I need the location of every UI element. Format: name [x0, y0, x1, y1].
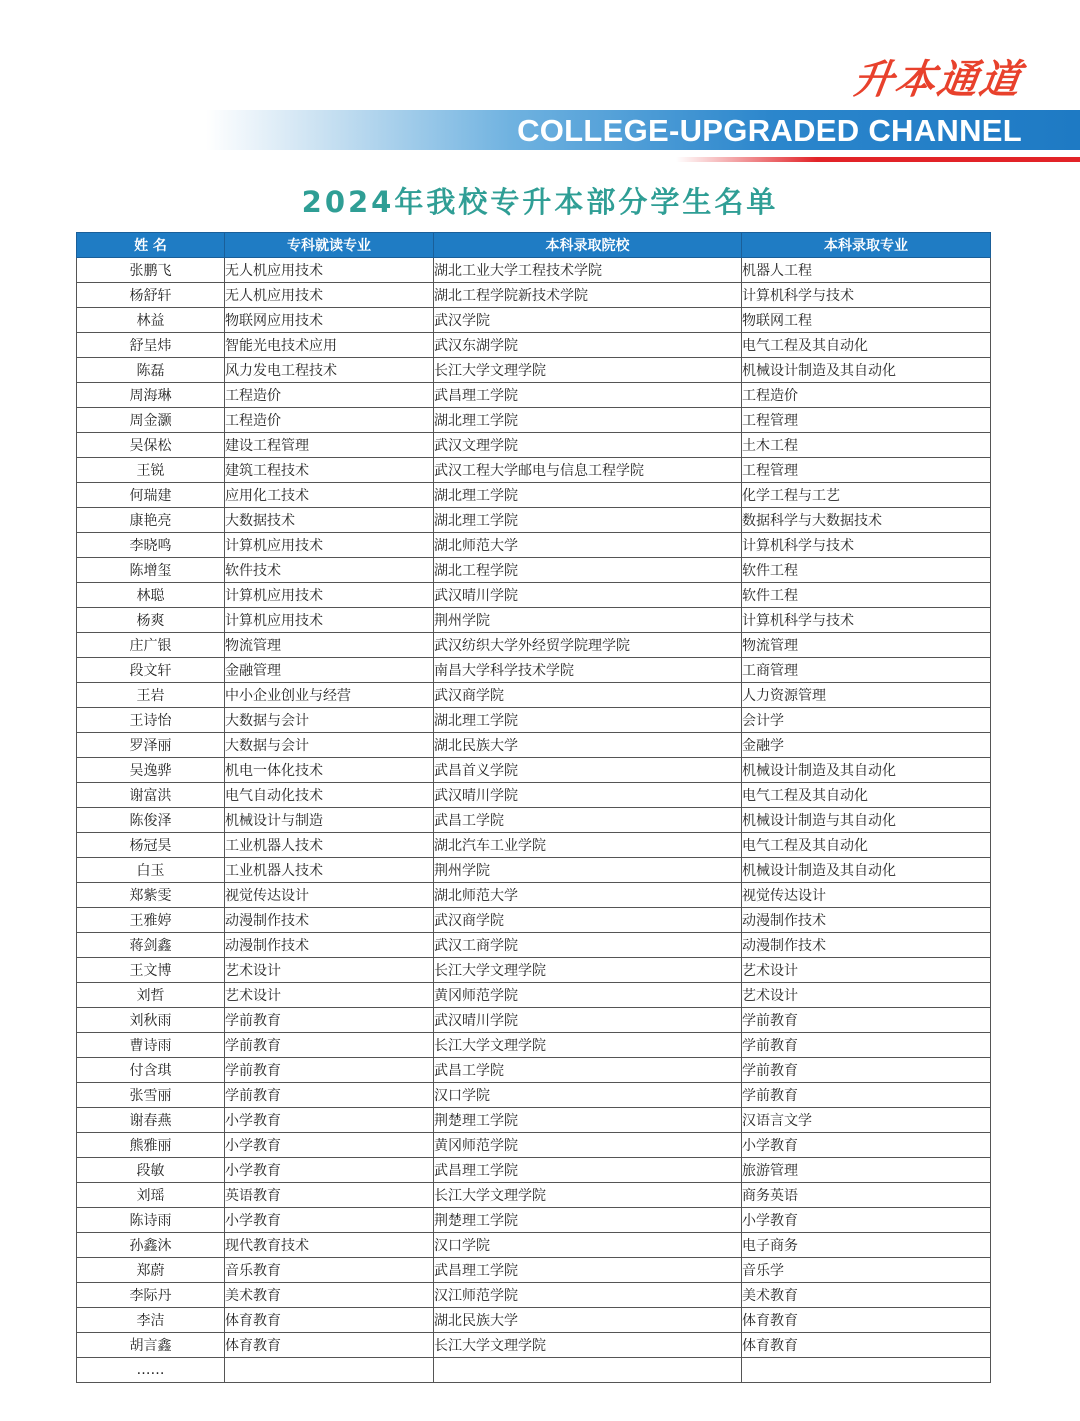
cell-student-name: 李洁 [77, 1308, 225, 1333]
table-row [77, 308, 991, 333]
cell-student-name: 谢春燕 [77, 1108, 225, 1133]
column-header-admitted-major: 本科录取专业 [742, 233, 991, 258]
table-row [77, 1133, 991, 1158]
cell-college-major: 金融管理 [225, 658, 434, 683]
cell-college-major: 现代教育技术 [225, 1233, 434, 1258]
table-row [77, 408, 991, 433]
cell-college-major: 大数据技术 [225, 508, 434, 533]
cell-admitted-major: 学前教育 [742, 1058, 991, 1083]
cell-admitted-school: 湖北民族大学 [434, 733, 742, 758]
table-row [77, 808, 991, 833]
cell-student-name: 段文轩 [77, 658, 225, 683]
cell-admitted-major: 工程管理 [742, 408, 991, 433]
cell-student-name: 刘哲 [77, 983, 225, 1008]
cell-admitted-school: 武昌理工学院 [434, 383, 742, 408]
cell-admitted-school: 黄冈师范学院 [434, 1133, 742, 1158]
cell-college-major: 计算机应用技术 [225, 533, 434, 558]
cell-college-major: 动漫制作技术 [225, 933, 434, 958]
cell-admitted-school: 荆楚理工学院 [434, 1108, 742, 1133]
table-row [77, 1283, 991, 1308]
cell-admitted-school: 长江大学文理学院 [434, 958, 742, 983]
cell-admitted-school: 荆楚理工学院 [434, 1208, 742, 1233]
cell-admitted-major: 学前教育 [742, 1083, 991, 1108]
empty-cell [434, 1358, 742, 1383]
cell-admitted-major: 软件工程 [742, 558, 991, 583]
table-row [77, 1058, 991, 1083]
table-row [77, 383, 991, 408]
cell-admitted-major: 视觉传达设计 [742, 883, 991, 908]
cell-student-name: 罗泽丽 [77, 733, 225, 758]
cell-college-major: 中小企业创业与经营 [225, 683, 434, 708]
cell-admitted-school: 武昌理工学院 [434, 1258, 742, 1283]
cell-admitted-school: 黄冈师范学院 [434, 983, 742, 1008]
cell-admitted-school: 湖北理工学院 [434, 483, 742, 508]
banner-title: COLLEGE-UPGRADED CHANNEL [517, 113, 1022, 148]
cell-college-major: 小学教育 [225, 1108, 434, 1133]
cell-student-name: 王雅婷 [77, 908, 225, 933]
table-row [77, 908, 991, 933]
cell-college-major: 机械设计与制造 [225, 808, 434, 833]
cell-college-major: 学前教育 [225, 1083, 434, 1108]
cell-admitted-major: 动漫制作技术 [742, 908, 991, 933]
table-row [77, 1258, 991, 1283]
cell-admitted-school: 武汉学院 [434, 308, 742, 333]
cell-admitted-major: 工商管理 [742, 658, 991, 683]
cell-admitted-school: 武昌首义学院 [434, 758, 742, 783]
cell-college-major: 无人机应用技术 [225, 283, 434, 308]
cell-college-major: 小学教育 [225, 1133, 434, 1158]
cell-admitted-school: 荆州学院 [434, 608, 742, 633]
cell-admitted-school: 湖北工程学院新技术学院 [434, 283, 742, 308]
cell-college-major: 物流管理 [225, 633, 434, 658]
cell-student-name: 胡言鑫 [77, 1333, 225, 1358]
cell-admitted-school: 武汉晴川学院 [434, 1008, 742, 1033]
table-body [77, 258, 991, 1383]
cell-admitted-major: 工程造价 [742, 383, 991, 408]
cell-admitted-school: 湖北师范大学 [434, 533, 742, 558]
table-row [77, 958, 991, 983]
cell-admitted-major: 电气工程及其自动化 [742, 783, 991, 808]
cell-admitted-school: 长江大学文理学院 [434, 1033, 742, 1058]
cell-admitted-school: 武汉商学院 [434, 908, 742, 933]
cell-admitted-major: 艺术设计 [742, 958, 991, 983]
cell-college-major: 工程造价 [225, 383, 434, 408]
cell-admitted-major: 工程管理 [742, 458, 991, 483]
cell-admitted-school: 湖北师范大学 [434, 883, 742, 908]
cell-admitted-school: 湖北汽车工业学院 [434, 833, 742, 858]
cell-admitted-major: 物流管理 [742, 633, 991, 658]
table-row [77, 683, 991, 708]
table-row [77, 583, 991, 608]
cell-admitted-school: 武昌理工学院 [434, 1158, 742, 1183]
cell-student-name: 周海琳 [77, 383, 225, 408]
page-title: 2024年我校专升本部分学生名单 [301, 185, 779, 219]
cell-student-name: 陈诗雨 [77, 1208, 225, 1233]
table-row [77, 858, 991, 883]
cell-admitted-major: 会计学 [742, 708, 991, 733]
table-row [77, 458, 991, 483]
table-row [77, 933, 991, 958]
cell-admitted-major: 软件工程 [742, 583, 991, 608]
table-row [77, 533, 991, 558]
cell-college-major: 大数据与会计 [225, 708, 434, 733]
cell-college-major: 应用化工技术 [225, 483, 434, 508]
cell-admitted-school: 武汉晴川学院 [434, 783, 742, 808]
empty-cell [225, 1358, 434, 1383]
column-header-name: 姓 名 [77, 233, 225, 258]
cell-student-name: 杨冠昊 [77, 833, 225, 858]
cell-student-name: 何瑞建 [77, 483, 225, 508]
cell-college-major: 计算机应用技术 [225, 583, 434, 608]
table-row [77, 1183, 991, 1208]
table-row [77, 633, 991, 658]
cell-college-major: 工业机器人技术 [225, 858, 434, 883]
cell-admitted-major: 美术教育 [742, 1283, 991, 1308]
cell-student-name: 杨舒轩 [77, 283, 225, 308]
cell-student-name: 陈增玺 [77, 558, 225, 583]
table-row [77, 1033, 991, 1058]
empty-cell [742, 1358, 991, 1383]
table-row [77, 983, 991, 1008]
cell-college-major: 学前教育 [225, 1033, 434, 1058]
cell-student-name: 林益 [77, 308, 225, 333]
cell-student-name: 段敏 [77, 1158, 225, 1183]
cell-admitted-school: 武汉商学院 [434, 683, 742, 708]
cell-admitted-school: 武汉东湖学院 [434, 333, 742, 358]
cell-college-major: 风力发电工程技术 [225, 358, 434, 383]
cell-student-name: 康艳亮 [77, 508, 225, 533]
cell-admitted-major: 汉语言文学 [742, 1108, 991, 1133]
table-row [77, 1008, 991, 1033]
column-header-college-major: 专科就读专业 [225, 233, 434, 258]
cell-student-name: 陈磊 [77, 358, 225, 383]
table-row [77, 708, 991, 733]
cell-admitted-major: 体育教育 [742, 1308, 991, 1333]
cell-admitted-major: 计算机科学与技术 [742, 283, 991, 308]
cell-college-major: 美术教育 [225, 1283, 434, 1308]
cell-admitted-major: 小学教育 [742, 1208, 991, 1233]
cell-college-major: 英语教育 [225, 1183, 434, 1208]
cell-admitted-major: 学前教育 [742, 1008, 991, 1033]
cell-student-name: 熊雅丽 [77, 1133, 225, 1158]
cell-admitted-major: 土木工程 [742, 433, 991, 458]
table-row [77, 608, 991, 633]
table-row [77, 508, 991, 533]
cell-student-name: 李晓鸣 [77, 533, 225, 558]
cell-admitted-major: 计算机科学与技术 [742, 608, 991, 633]
cell-admitted-major: 电气工程及其自动化 [742, 333, 991, 358]
cell-admitted-major: 艺术设计 [742, 983, 991, 1008]
cell-student-name: 周金灏 [77, 408, 225, 433]
cell-admitted-school: 武汉工程大学邮电与信息工程学院 [434, 458, 742, 483]
accent-line [676, 157, 1080, 162]
table-row [77, 758, 991, 783]
table-header-row [77, 233, 991, 258]
cell-admitted-school: 武昌工学院 [434, 1058, 742, 1083]
cell-college-major: 电气自动化技术 [225, 783, 434, 808]
cell-student-name: 庄广银 [77, 633, 225, 658]
cell-college-major: 建筑工程技术 [225, 458, 434, 483]
table-row [77, 783, 991, 808]
cell-admitted-major: 机械设计制造及其自动化 [742, 758, 991, 783]
cell-admitted-school: 汉口学院 [434, 1083, 742, 1108]
cell-admitted-school: 武汉工商学院 [434, 933, 742, 958]
cell-admitted-school: 汉口学院 [434, 1233, 742, 1258]
cell-admitted-school: 武汉纺织大学外经贸学院理学院 [434, 633, 742, 658]
cell-college-major: 工程造价 [225, 408, 434, 433]
cell-college-major: 工业机器人技术 [225, 833, 434, 858]
cell-admitted-school: 湖北民族大学 [434, 1308, 742, 1333]
ellipsis-cell: …… [77, 1358, 225, 1383]
cell-college-major: 学前教育 [225, 1058, 434, 1083]
cell-student-name: 付含琪 [77, 1058, 225, 1083]
cell-college-major: 视觉传达设计 [225, 883, 434, 908]
cell-student-name: 王诗怡 [77, 708, 225, 733]
cell-college-major: 小学教育 [225, 1208, 434, 1233]
cell-admitted-major: 物联网工程 [742, 308, 991, 333]
cell-admitted-major: 化学工程与工艺 [742, 483, 991, 508]
cell-college-major: 体育教育 [225, 1333, 434, 1358]
table-row-ellipsis [77, 1358, 991, 1383]
cell-student-name: 王文博 [77, 958, 225, 983]
cell-college-major: 建设工程管理 [225, 433, 434, 458]
cell-college-major: 物联网应用技术 [225, 308, 434, 333]
cell-admitted-major: 机械设计制造及其自动化 [742, 358, 991, 383]
cell-admitted-major: 机械设计制造与其自动化 [742, 808, 991, 833]
table-row [77, 358, 991, 383]
cell-student-name: 张雪丽 [77, 1083, 225, 1108]
cell-student-name: 王岩 [77, 683, 225, 708]
table-row [77, 1158, 991, 1183]
cell-student-name: 林聪 [77, 583, 225, 608]
cell-admitted-school: 武汉文理学院 [434, 433, 742, 458]
cell-admitted-major: 机器人工程 [742, 258, 991, 283]
cell-student-name: 李际丹 [77, 1283, 225, 1308]
cell-student-name: 郑蔚 [77, 1258, 225, 1283]
cell-admitted-major: 学前教育 [742, 1033, 991, 1058]
cell-admitted-major: 音乐学 [742, 1258, 991, 1283]
cell-admitted-school: 武汉晴川学院 [434, 583, 742, 608]
cell-student-name: 白玉 [77, 858, 225, 883]
cell-admitted-school: 长江大学文理学院 [434, 1183, 742, 1208]
cell-college-major: 艺术设计 [225, 958, 434, 983]
student-roster-table [76, 232, 991, 1383]
cell-admitted-school: 南昌大学科学技术学院 [434, 658, 742, 683]
cell-admitted-school: 湖北理工学院 [434, 708, 742, 733]
cell-student-name: 舒呈炜 [77, 333, 225, 358]
cell-admitted-school: 长江大学文理学院 [434, 358, 742, 383]
cell-college-major: 无人机应用技术 [225, 258, 434, 283]
cell-college-major: 动漫制作技术 [225, 908, 434, 933]
cell-admitted-major: 商务英语 [742, 1183, 991, 1208]
cell-admitted-major: 电气工程及其自动化 [742, 833, 991, 858]
cell-admitted-school: 湖北理工学院 [434, 408, 742, 433]
table-row [77, 733, 991, 758]
table-row [77, 1208, 991, 1233]
cell-college-major: 学前教育 [225, 1008, 434, 1033]
cell-admitted-school: 荆州学院 [434, 858, 742, 883]
table-row [77, 433, 991, 458]
cell-student-name: 曹诗雨 [77, 1033, 225, 1058]
cell-admitted-major: 机械设计制造及其自动化 [742, 858, 991, 883]
cell-college-major: 软件技术 [225, 558, 434, 583]
cell-admitted-major: 小学教育 [742, 1133, 991, 1158]
logo-text: 升本通道 [850, 57, 1025, 103]
column-header-admitted-school: 本科录取院校 [434, 233, 742, 258]
cell-student-name: 孙鑫沐 [77, 1233, 225, 1258]
table-row [77, 833, 991, 858]
table-row [77, 883, 991, 908]
cell-student-name: 郑紫雯 [77, 883, 225, 908]
cell-student-name: 张鹏飞 [77, 258, 225, 283]
cell-college-major: 艺术设计 [225, 983, 434, 1008]
cell-admitted-school: 湖北工业大学工程技术学院 [434, 258, 742, 283]
cell-admitted-major: 金融学 [742, 733, 991, 758]
cell-college-major: 机电一体化技术 [225, 758, 434, 783]
cell-admitted-major: 电子商务 [742, 1233, 991, 1258]
cell-student-name: 刘瑶 [77, 1183, 225, 1208]
cell-admitted-school: 长江大学文理学院 [434, 1333, 742, 1358]
cell-admitted-school: 湖北工程学院 [434, 558, 742, 583]
cell-student-name: 刘秋雨 [77, 1008, 225, 1033]
cell-admitted-major: 体育教育 [742, 1333, 991, 1358]
cell-student-name: 杨爽 [77, 608, 225, 633]
table-row [77, 333, 991, 358]
cell-student-name: 吴保松 [77, 433, 225, 458]
table-row [77, 283, 991, 308]
table-row [77, 658, 991, 683]
table-row [77, 558, 991, 583]
cell-college-major: 大数据与会计 [225, 733, 434, 758]
cell-admitted-school: 武昌工学院 [434, 808, 742, 833]
cell-admitted-major: 数据科学与大数据技术 [742, 508, 991, 533]
table-row [77, 1083, 991, 1108]
table-row [77, 1233, 991, 1258]
cell-student-name: 蒋剑鑫 [77, 933, 225, 958]
cell-admitted-school: 汉江师范学院 [434, 1283, 742, 1308]
table-row [77, 1308, 991, 1333]
cell-student-name: 谢富洪 [77, 783, 225, 808]
table-row [77, 483, 991, 508]
cell-student-name: 吴逸骅 [77, 758, 225, 783]
table-row [77, 1108, 991, 1133]
cell-student-name: 陈俊泽 [77, 808, 225, 833]
cell-admitted-major: 计算机科学与技术 [742, 533, 991, 558]
cell-admitted-major: 人力资源管理 [742, 683, 991, 708]
cell-admitted-school: 湖北理工学院 [434, 508, 742, 533]
cell-admitted-major: 动漫制作技术 [742, 933, 991, 958]
cell-college-major: 体育教育 [225, 1308, 434, 1333]
cell-college-major: 智能光电技术应用 [225, 333, 434, 358]
table-row [77, 258, 991, 283]
cell-student-name: 王锐 [77, 458, 225, 483]
cell-college-major: 小学教育 [225, 1158, 434, 1183]
cell-admitted-major: 旅游管理 [742, 1158, 991, 1183]
cell-college-major: 音乐教育 [225, 1258, 434, 1283]
table-row [77, 1333, 991, 1358]
cell-college-major: 计算机应用技术 [225, 608, 434, 633]
